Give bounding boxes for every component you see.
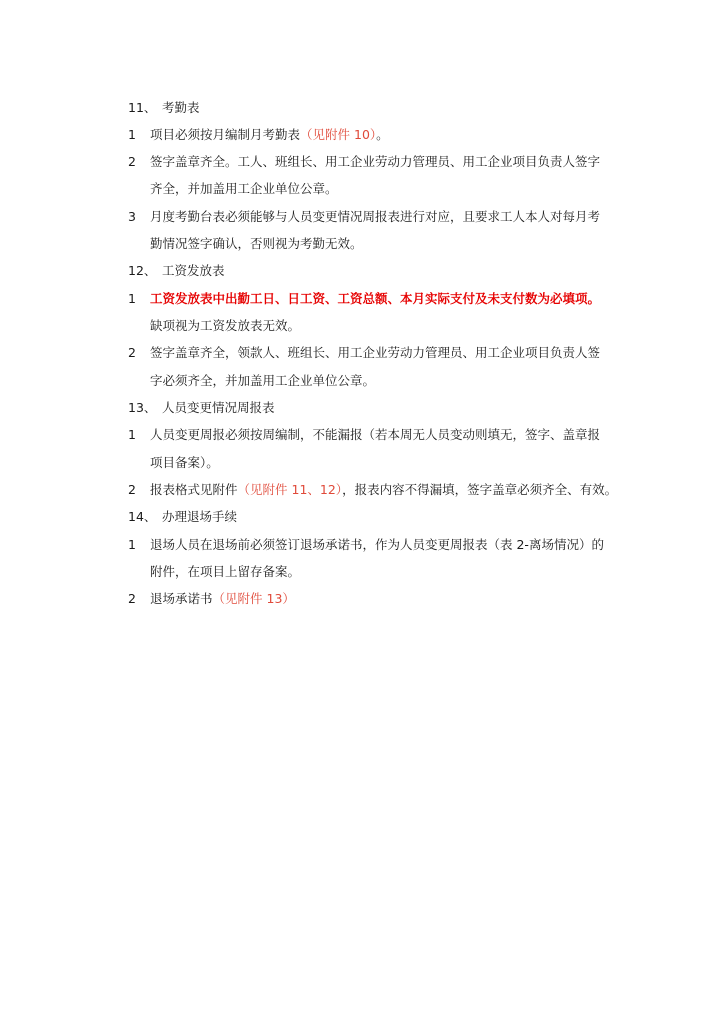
item-number: 2 bbox=[128, 345, 136, 360]
appendix-reference: （见附件 11、12） bbox=[237, 482, 343, 497]
section-title: 人员变更情况周报表 bbox=[162, 400, 275, 415]
item-text: 齐全，并加盖用工企业单位公章。 bbox=[150, 181, 338, 196]
item-number: 2 bbox=[128, 591, 136, 606]
section-number: 12、 bbox=[128, 263, 157, 278]
item-text: 退场人员在退场前必须签订退场承诺书，作为人员变更周报表（表 2-离场情况）的 bbox=[150, 537, 604, 552]
item-text: 勤情况签字确认，否则视为考勤无效。 bbox=[150, 236, 363, 251]
section-title: 考勤表 bbox=[162, 100, 200, 115]
item-text: 签字盖章齐全，领款人、班组长、用工企业劳动力管理员、用工企业项目负责人签 bbox=[150, 345, 601, 360]
appendix-reference: （见附件 13） bbox=[212, 591, 295, 606]
item-text-tail: 。 bbox=[376, 127, 389, 142]
item-number: 2 bbox=[128, 154, 136, 169]
item-text: 退场承诺书 bbox=[150, 591, 213, 606]
item-text: 项目备案）。 bbox=[150, 455, 219, 470]
item-number: 1 bbox=[128, 127, 136, 142]
item-number: 1 bbox=[128, 537, 136, 552]
section-number: 11、 bbox=[128, 100, 157, 115]
item-text: 月度考勤台表必须能够与人员变更情况周报表进行对应，且要求工人本人对每月考 bbox=[150, 209, 601, 224]
item-text: 人员变更周报必须按周编制，不能漏报（若本周无人员变动则填无，签字、盖章报 bbox=[150, 427, 601, 442]
section-title: 工资发放表 bbox=[162, 263, 225, 278]
item-number: 1 bbox=[128, 427, 136, 442]
item-number: 3 bbox=[128, 209, 136, 224]
item-text: 报表格式见附件 bbox=[150, 482, 238, 497]
appendix-reference: （见附件 10） bbox=[300, 127, 377, 142]
item-number: 1 bbox=[128, 291, 136, 306]
item-text-tail: ，报表内容不得漏填，签字盖章必须齐全、有效。 bbox=[342, 482, 618, 497]
item-text: 附件，在项目上留存备案。 bbox=[150, 564, 301, 579]
item-text: 字必须齐全，并加盖用工企业单位公章。 bbox=[150, 373, 376, 388]
item-text: 项目必须按月编制月考勤表 bbox=[150, 127, 301, 142]
item-text: 签字盖章齐全。工人、班组长、用工企业劳动力管理员、用工企业项目负责人签字 bbox=[150, 154, 601, 169]
item-number: 2 bbox=[128, 482, 136, 497]
section-number: 14、 bbox=[128, 509, 157, 524]
emphasized-text: 工资发放表中出勤工日、日工资、工资总额、本月实际支付及未支付数为必填项。 bbox=[150, 291, 601, 306]
section-number: 13、 bbox=[128, 400, 157, 415]
section-title: 办理退场手续 bbox=[162, 509, 238, 524]
item-text: 缺项视为工资发放表无效。 bbox=[150, 318, 301, 333]
